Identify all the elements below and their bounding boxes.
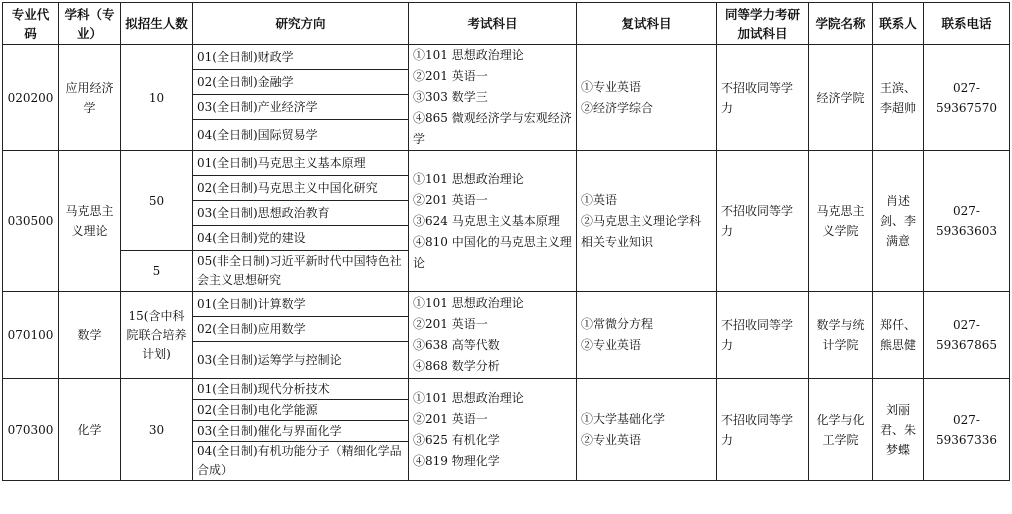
- college-name: 化学与化工学院: [809, 379, 873, 481]
- exam-item: ④819 物理化学: [413, 453, 500, 468]
- header-major: 学科（专业）: [59, 3, 121, 45]
- header-row: [3, 3, 1010, 45]
- major-name: 化学: [59, 379, 121, 481]
- header-contact: 联系人: [873, 3, 924, 45]
- header-college: 学院名称: [809, 3, 873, 45]
- equiv-exam: 不招收同等学力: [717, 151, 809, 292]
- direction-item: 01(全日制)财政学: [193, 45, 409, 70]
- direction-item: 01(全日制)现代分析技术: [193, 379, 409, 400]
- major-code: 070300: [3, 379, 59, 481]
- direction-item: 04(全日制)党的建设: [193, 226, 409, 251]
- direction-item: 05(非全日制)习近平新时代中国特色社会主义思想研究: [193, 251, 409, 292]
- direction-item: 03(全日制)产业经济学: [193, 95, 409, 120]
- major-code: 030500: [3, 151, 59, 292]
- major-name: 应用经济学: [59, 45, 121, 151]
- exam-item: ④868 数学分析: [413, 359, 500, 373]
- retest-item: ①大学基础化学: [581, 411, 666, 426]
- direction-item: 02(全日制)金融学: [193, 70, 409, 95]
- enroll-count: 15(含中科院联合培养计划): [121, 292, 193, 379]
- header-phone: 联系电话: [924, 3, 1010, 45]
- direction-item: 02(全日制)电化学能源: [193, 400, 409, 421]
- exam-item: ②201 英语一: [413, 411, 488, 426]
- exam-item: ③638 高等代数: [413, 338, 500, 352]
- exam-item: ④865 微观经济学与宏观经济学: [413, 111, 572, 146]
- contact-person: 刘丽君、朱梦蝶: [873, 379, 924, 481]
- header-exams: 考试科目: [409, 3, 577, 45]
- direction-item: 03(全日制)催化与界面化学: [193, 421, 409, 442]
- enroll-count: 30: [121, 379, 193, 481]
- direction-item: 04(全日制)有机功能分子（精细化学品合成）: [193, 442, 409, 481]
- exam-subjects: [409, 379, 577, 481]
- table-row: [3, 379, 1010, 400]
- exam-item: ③625 有机化学: [413, 432, 500, 447]
- exam-item: ①101 思想政治理论: [413, 48, 524, 62]
- retest-item: ①常微分方程: [581, 317, 654, 331]
- major-code: 020200: [3, 45, 59, 151]
- exam-item: ②201 英语一: [413, 69, 488, 83]
- retest-subjects: [577, 379, 717, 481]
- retest-subjects: [577, 151, 717, 292]
- header-enroll: 拟招生人数: [121, 3, 193, 45]
- retest-subjects: [577, 292, 717, 379]
- retest-item: ①英语: [581, 192, 618, 207]
- header-equiv: 同等学力考研加试科目: [717, 3, 809, 45]
- direction-item: 04(全日制)国际贸易学: [193, 120, 409, 151]
- contact-phone: 027-59367570: [924, 45, 1010, 151]
- admissions-table: [2, 2, 1010, 481]
- header-retest: 复试科目: [577, 3, 717, 45]
- direction-item: 02(全日制)马克思主义中国化研究: [193, 176, 409, 201]
- exam-subjects: [409, 45, 577, 151]
- header-code: 专业代码: [3, 3, 59, 45]
- college-name: 经济学院: [809, 45, 873, 151]
- exam-item: ③303 数学三: [413, 90, 488, 104]
- retest-item: ②专业英语: [581, 432, 642, 447]
- retest-item: ②经济学综合: [581, 100, 654, 115]
- exam-item: ①101 思想政治理论: [413, 296, 524, 310]
- major-name: 马克思主义理论: [59, 151, 121, 292]
- exam-item: ②201 英语一: [413, 317, 488, 331]
- table-row: [3, 151, 1010, 176]
- exam-item: ②201 英语一: [413, 192, 488, 207]
- table-row: [3, 45, 1010, 70]
- exam-subjects: [409, 151, 577, 292]
- equiv-exam: 不招收同等学力: [717, 379, 809, 481]
- contact-person: 肖述剑、李满意: [873, 151, 924, 292]
- direction-item: 03(全日制)运筹学与控制论: [193, 342, 409, 379]
- equiv-exam: 不招收同等学力: [717, 45, 809, 151]
- exam-item: ③624 马克思主义基本原理: [413, 213, 560, 228]
- equiv-exam: 不招收同等学力: [717, 292, 809, 379]
- contact-phone: 027-59367865: [924, 292, 1010, 379]
- table-row: [3, 292, 1010, 317]
- direction-item: 01(全日制)计算数学: [193, 292, 409, 317]
- enroll-count: 10: [121, 45, 193, 151]
- exam-item: ①101 思想政治理论: [413, 171, 524, 186]
- exam-subjects: [409, 292, 577, 379]
- college-name: 马克思主义学院: [809, 151, 873, 292]
- contact-person: 郑仟、熊思健: [873, 292, 924, 379]
- retest-item: ①专业英语: [581, 79, 642, 94]
- exam-item: ④810 中国化的马克思主义理论: [413, 234, 572, 270]
- header-direction: 研究方向: [193, 3, 409, 45]
- college-name: 数学与统计学院: [809, 292, 873, 379]
- retest-item: ②专业英语: [581, 338, 642, 352]
- direction-item: 03(全日制)思想政治教育: [193, 201, 409, 226]
- contact-person: 王滨、李超帅: [873, 45, 924, 151]
- retest-subjects: [577, 45, 717, 151]
- major-code: 070100: [3, 292, 59, 379]
- retest-item: ②马克思主义理论学科相关专业知识: [581, 213, 702, 249]
- major-name: 数学: [59, 292, 121, 379]
- direction-item: 02(全日制)应用数学: [193, 317, 409, 342]
- enroll-count: 50: [121, 151, 193, 251]
- direction-item: 01(全日制)马克思主义基本原理: [193, 151, 409, 176]
- exam-item: ①101 思想政治理论: [413, 390, 524, 405]
- enroll-count-part-time: 5: [121, 251, 193, 292]
- contact-phone: 027-59363603: [924, 151, 1010, 292]
- contact-phone: 027-59367336: [924, 379, 1010, 481]
